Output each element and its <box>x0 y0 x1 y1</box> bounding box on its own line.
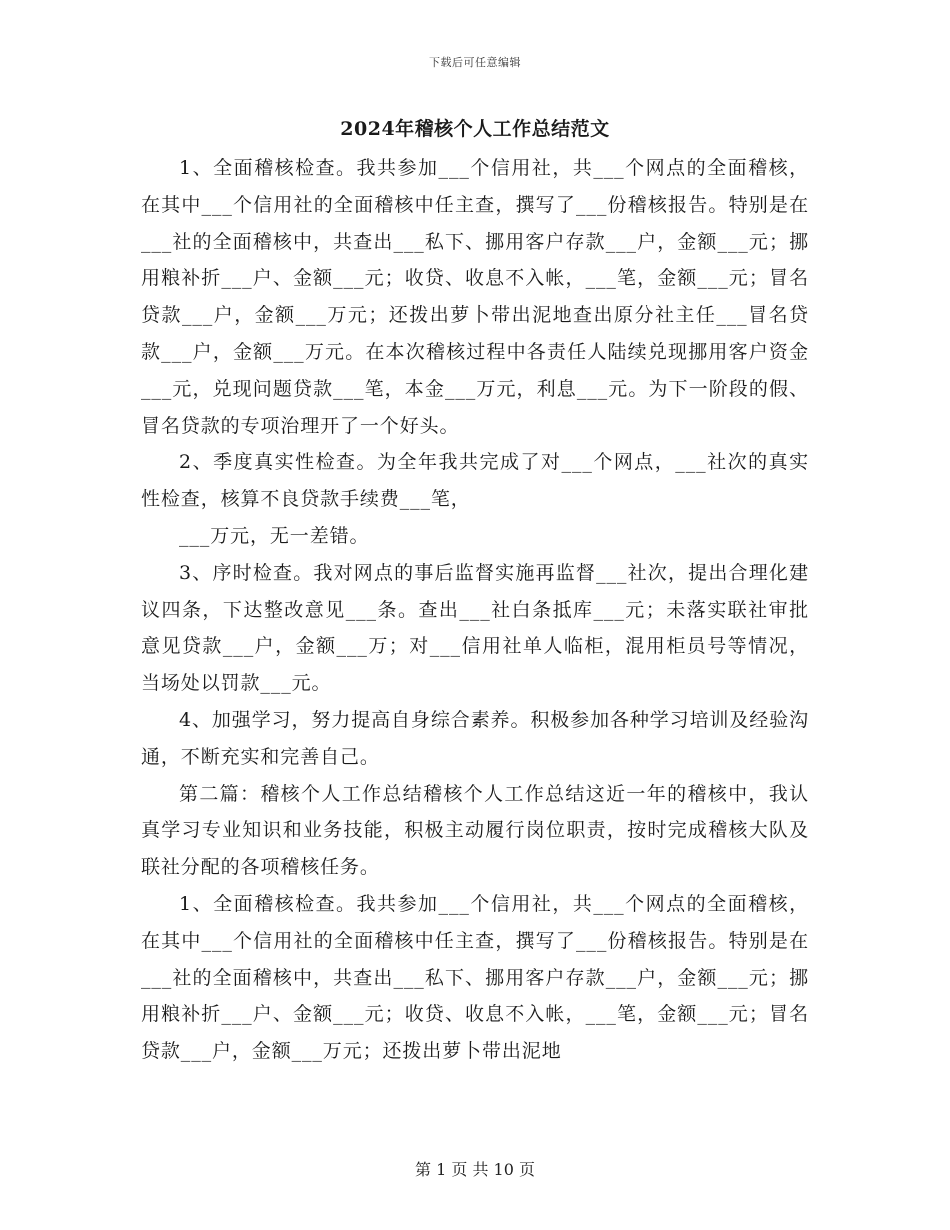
paragraph-study: 4、加强学习，努力提高自身综合素养。积极参加各种学习培训及经验沟通，不断充实和完善自己。 <box>141 708 809 768</box>
page-number: 第 1 页 共 10 页 <box>415 1160 535 1179</box>
paragraph-full-audit: 1、全面稽核检查。我共参加___个信用社，共___个网点的全面稽核，在其中___个信用社的全面稽核中任主查，撰写了___份稽核报告。特别是在___社的全面稽核中，共查出___私下、挪用客户存款___户，金额___元；挪用粮补折___户、金额___元；收贷、收息不入帐，___笔，金额___元；冒名贷款___户，金额___万元；还拨出萝卜带出泥地查出原分社主任___冒名贷款___户，金额___万元。在本次稽核过程中各责任人陆续兑现挪用客户资金___元，兑现问题贷款___笔，本金___万元，利息___元。为下一阶段的假、冒名贷款的专项治理开了一个好头。 <box>141 157 809 437</box>
paragraph-full-audit-repeat: 1、全面稽核检查。我共参加___个信用社，共___个网点的全面稽核，在其中___个信用社的全面稽核中任主查，撰写了___份稽核报告。特别是在___社的全面稽核中，共查出___私下、挪用客户存款___户，金额___元；挪用粮补折___户、金额___元；收贷、收息不入帐，___笔，金额___元；冒名贷款___户，金额___万元；还拨出萝卜带出泥地 <box>141 892 809 1063</box>
paragraph-quarterly-check-cont: ___万元，无一差错。 <box>179 524 370 547</box>
paragraph-quarterly-check: 2、季度真实性检查。为全年我共完成了对___个网点，___社次的真实性检查，核算不良贷款手续费___笔， <box>141 451 809 511</box>
paragraph-second-article: 第二篇：稽核个人工作总结稽核个人工作总结这近一年的稽核中，我认真学习专业知识和业务技能，积极主动履行岗位职责，按时完成稽核大队及联社分配的各项稽核任务。 <box>141 782 809 879</box>
paragraph-sequential-check: 3、序时检查。我对网点的事后监督实施再监督___社次，提出合理化建议四条，下达整改意见___条。查出___社白条抵库___元；未落实联社审批意见贷款___户，金额___万；对___信用社单人临柜，混用柜员号等情况，当场处以罚款___元。 <box>141 561 809 695</box>
document-title: 2024年稽核个人工作总结范文 <box>340 118 610 140</box>
document-body <box>141 150 809 1070</box>
page-header-note: 下载后可任意编辑 <box>429 56 521 69</box>
